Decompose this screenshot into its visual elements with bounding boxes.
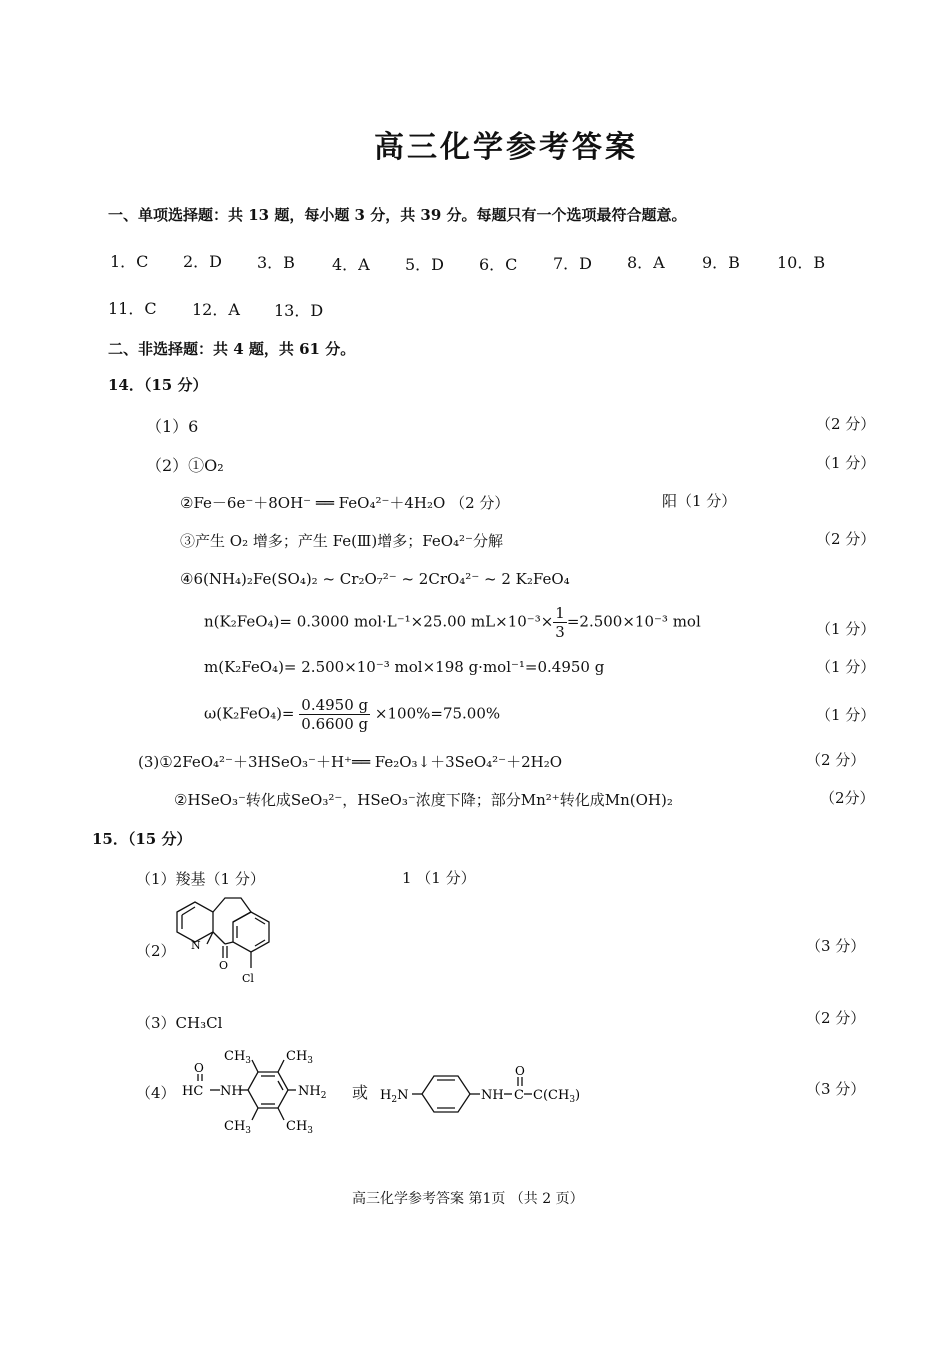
- q14-part3a: (3)①2FeO₄²⁻＋3HSeO₃⁻＋H⁺══ Fe₂O₃↓＋3SeO₄²⁻＋2H₂O: [138, 753, 563, 771]
- answer-4: 4．A: [332, 255, 370, 274]
- page-footer: 高三化学参考答案 第1页 （共 2 页）: [352, 1191, 584, 1207]
- q14-w-calc: [204, 696, 500, 733]
- q14-w-points: （1 分）: [816, 706, 876, 724]
- q14-part2d: ④6(NH₄)₂Fe(SO₄)₂ ~ Cr₂O₇²⁻ ~ 2CrO₄²⁻ ~ 2 K₂FeO₄: [180, 570, 570, 588]
- ch3-symbol: CH: [224, 1049, 246, 1064]
- q15-part4: （4）: [136, 1084, 176, 1102]
- nh2-symbol: NH: [298, 1084, 321, 1099]
- q15-part1-extra: 1 （1 分）: [402, 869, 476, 887]
- amine-h2n: [380, 1088, 408, 1105]
- carbonyl-carbon: C: [514, 1088, 524, 1103]
- fraction-denominator: 3: [555, 623, 565, 641]
- q14-m-calc: m(K₂FeO₄)= 2.500×10⁻³ mol×198 g·mol⁻¹=0.4950 g: [204, 658, 605, 676]
- w-calc-lhs: ω(K₂FeO₄)=: [204, 704, 295, 723]
- methyl-top-left: [224, 1049, 251, 1066]
- q14-part2c-points: （2 分）: [816, 530, 876, 548]
- q15-part1: （1）羧基（1 分）: [136, 870, 265, 888]
- n-calc-lhs: n(K₂FeO₄)= 0.3000 mol·L⁻¹×25.00 mL×10⁻³×: [204, 612, 554, 631]
- q14-part2b: ②Fe－6e⁻＋8OH⁻ ══ FeO₄²⁻＋4H₂O （2 分）: [180, 494, 510, 512]
- q14-part1: （1）6: [146, 417, 199, 436]
- answer-3: 3．B: [257, 253, 295, 272]
- q14-part1-points: （2 分）: [816, 415, 876, 433]
- q15-part2-points: （3 分）: [806, 937, 866, 955]
- q14-n-points: （1 分）: [816, 620, 876, 638]
- h2n-n: N: [397, 1088, 409, 1103]
- one-third-fraction: [553, 604, 567, 641]
- ch3-subscript: 3: [307, 1056, 314, 1066]
- q14-n-calc: [204, 604, 701, 641]
- q14-part2b-anode: 阳（1 分）: [662, 492, 737, 510]
- structure-tricyclic-ketone: [155, 888, 280, 988]
- ch3-symbol: CH: [286, 1049, 308, 1064]
- cch3-close: ): [575, 1088, 581, 1103]
- methyl-bottom-left: [224, 1119, 251, 1136]
- answer-6: 6．C: [479, 255, 518, 274]
- carbonyl-oxygen: O: [515, 1064, 525, 1078]
- amide-nh: NH: [481, 1088, 504, 1103]
- q14-part2a-points: （1 分）: [816, 454, 876, 472]
- q14-part3b-points: （2分）: [820, 789, 875, 807]
- formyl-hc: HC: [182, 1084, 204, 1099]
- q15-part3-points: （2 分）: [806, 1009, 866, 1027]
- answer-9: 9．B: [702, 253, 740, 272]
- q14-part3a-points: （2 分）: [806, 751, 866, 769]
- ch3-symbol: CH: [286, 1119, 308, 1134]
- structure-tetramethyl-formamide: [180, 1044, 350, 1136]
- ch3-symbol: CH: [224, 1119, 246, 1134]
- q15-part4-points: （3 分）: [806, 1080, 866, 1098]
- ch3-subscript: 3: [307, 1126, 314, 1136]
- nitrogen-atom-label: N: [191, 939, 201, 952]
- answer-10: 10．B: [777, 253, 826, 272]
- fraction-denominator: 0.6600 g: [301, 715, 369, 733]
- answer-2: 2．D: [183, 252, 223, 271]
- oxygen-atom-label: O: [219, 959, 229, 972]
- fraction-numerator: 0.4950 g: [301, 696, 369, 714]
- cch3-symbol: C(CH: [533, 1088, 570, 1103]
- answer-5: 5．D: [405, 255, 445, 274]
- cch3-subscript: 3: [569, 1095, 576, 1105]
- answer-8: 8．A: [627, 253, 665, 272]
- section2-heading: 二、非选择题：共 4 题，共 61 分。: [108, 340, 356, 358]
- q14-part3b: ②HSeO₃⁻转化成SeO₃²⁻，HSeO₃⁻浓度下降；部分Mn²⁺转化成Mn(OH)₂: [174, 791, 673, 809]
- answer-13: 13．D: [274, 301, 324, 320]
- q15-part3: （3）CH₃Cl: [136, 1014, 223, 1032]
- nh2-subscript: 2: [320, 1091, 327, 1101]
- answer-7: 7．D: [553, 254, 593, 273]
- mass-fraction: [299, 696, 370, 733]
- h2n-h: H: [380, 1088, 392, 1103]
- n-calc-result: =2.500×10⁻³ mol: [566, 612, 701, 631]
- answer-12: 12．A: [192, 300, 240, 319]
- amide-nh: NH: [220, 1084, 243, 1099]
- q14-part2a: （2）①O₂: [146, 456, 224, 475]
- q14-label: 14．（15 分）: [108, 376, 208, 394]
- structure-pivalamide: [378, 1060, 608, 1120]
- answer-1: 1．C: [110, 252, 149, 271]
- methyl-bottom-right: [286, 1119, 313, 1136]
- q14-m-points: （1 分）: [816, 658, 876, 676]
- h2n-subscript: 2: [391, 1095, 398, 1105]
- q14-part2c: ③产生 O₂ 增多；产生 Fe(Ⅲ)增多；FeO₄²⁻分解: [180, 532, 503, 550]
- or-conjunction: 或: [352, 1083, 369, 1102]
- chlorine-atom-label: Cl: [242, 972, 254, 985]
- ch3-subscript: 3: [245, 1056, 252, 1066]
- methyl-top-right: [286, 1049, 313, 1066]
- w-calc-result: ×100%=75.00%: [374, 704, 501, 723]
- page-title: 高三化学参考答案: [374, 130, 638, 165]
- fraction-numerator: 1: [555, 604, 565, 622]
- tert-butyl-group: [533, 1088, 580, 1105]
- q15-label: 15．（15 分）: [92, 830, 192, 848]
- formyl-oxygen: O: [194, 1061, 204, 1075]
- amine-nh2: [298, 1084, 326, 1101]
- q15-part2: （2）: [136, 942, 176, 960]
- section1-heading: 一、单项选择题：共 13 题，每小题 3 分，共 39 分。每题只有一个选项最符合题意。: [108, 206, 687, 224]
- ch3-subscript: 3: [245, 1126, 252, 1136]
- answer-11: 11．C: [108, 299, 157, 318]
